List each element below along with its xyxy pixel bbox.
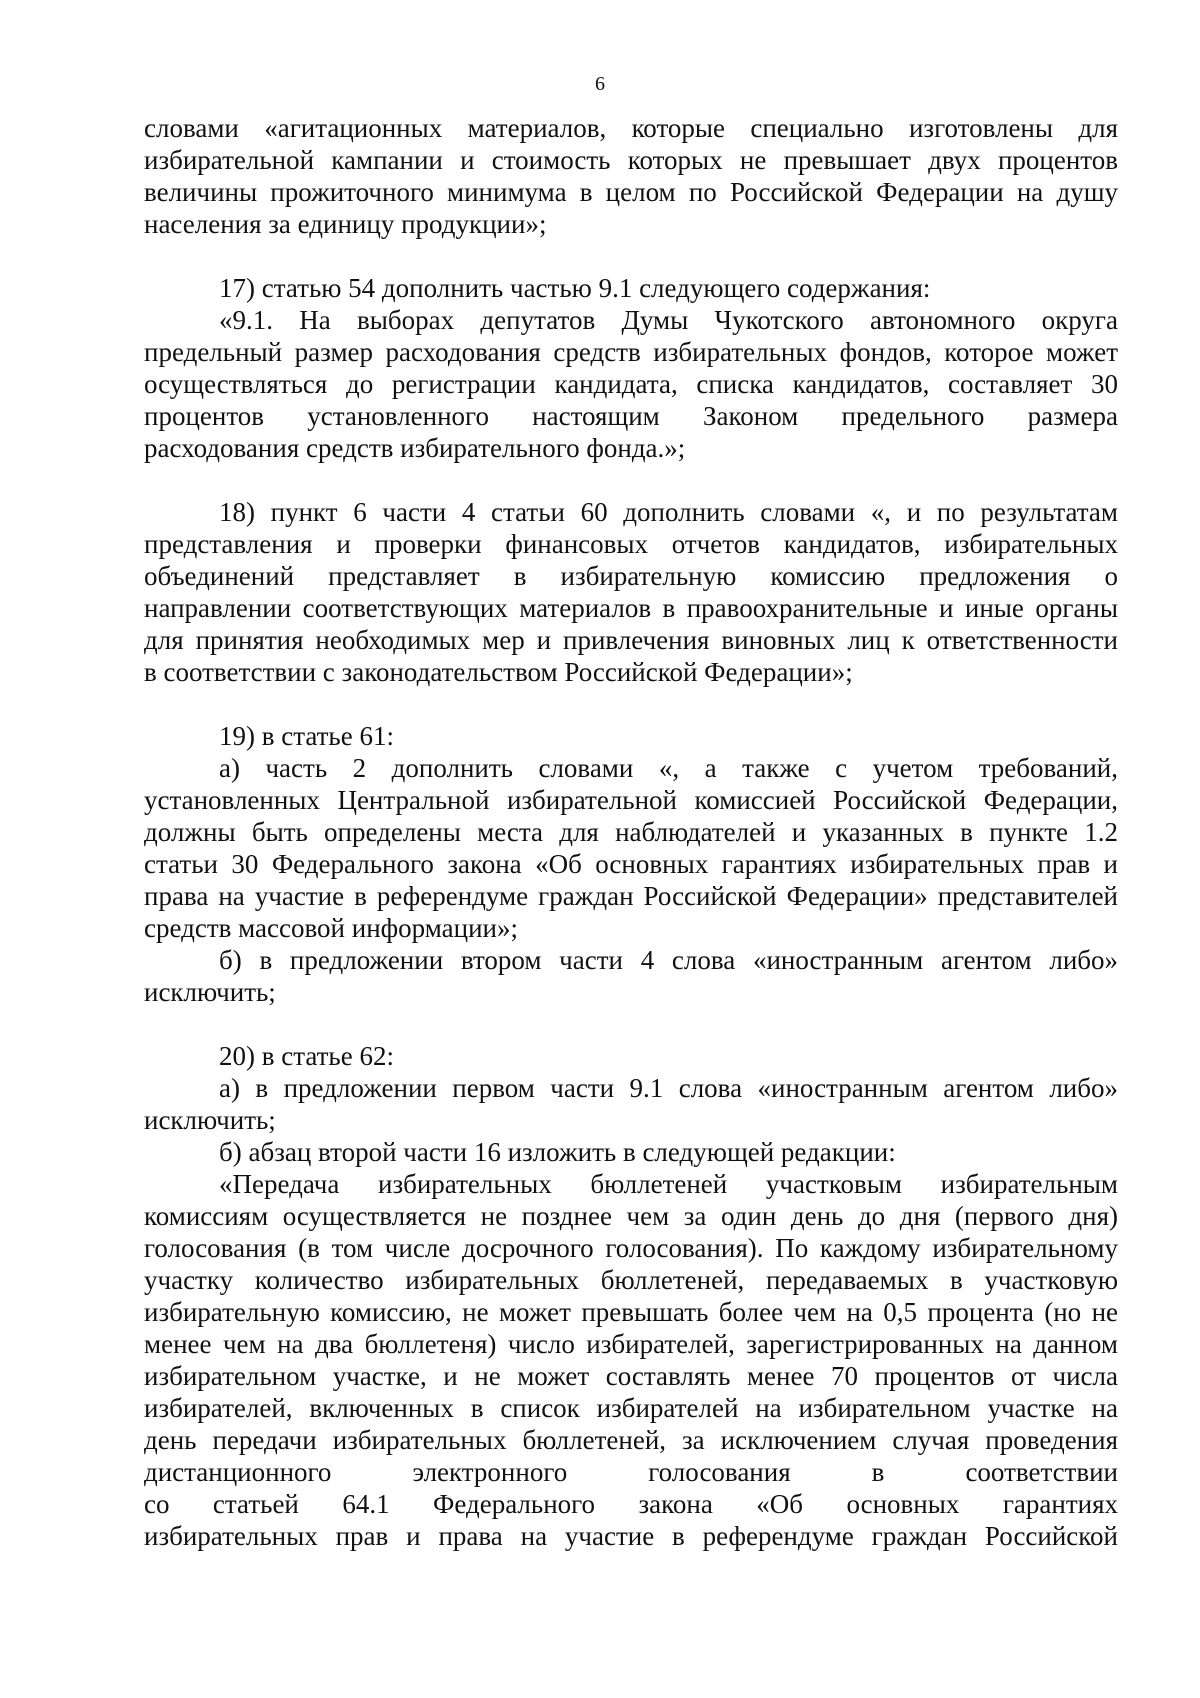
text-line: избирательном участке, и не может составлять менее 70 процентов от числа <box>144 1361 1118 1391</box>
text-line: предельный размер расходования средств избирательных фондов, которое может <box>144 337 1118 367</box>
paragraph-gap <box>144 240 1118 272</box>
text-line: должны быть определены места для наблюдателей и указанных в пункте 1.2 <box>144 817 1118 847</box>
text-line: величины прожиточного минимума в целом по Российской Федерации на душу <box>144 177 1118 207</box>
paragraph-gap <box>144 1008 1118 1040</box>
text-line: 19) в статье 61: <box>219 721 394 751</box>
text-line: дистанционного электронного голосования в соответствии <box>144 1457 1118 1487</box>
text-line: процентов установленного настоящим Законом предельного размера <box>144 401 1118 431</box>
text-line: направлении соответствующих материалов в правоохранительные и иные органы <box>144 593 1118 623</box>
text-line: расходования средств избирательного фонда.»; <box>144 433 686 463</box>
text-line: «9.1. На выборах депутатов Думы Чукотского автономного округа <box>219 305 1118 335</box>
text-line: установленных Центральной избирательной комиссией Российской Федерации, <box>144 785 1118 815</box>
paragraph-gap <box>144 688 1118 720</box>
text-line: 20) в статье 62: <box>219 1041 394 1071</box>
text-line: в соответствии с законодательством Российской Федерации»; <box>144 657 853 687</box>
text-line: статьи 30 Федерального закона «Об основных гарантиях избирательных прав и <box>144 849 1118 879</box>
text-line: объединений представляет в избирательную комиссию предложения о <box>144 561 1118 591</box>
text-line: осуществляться до регистрации кандидата, списка кандидатов, составляет 30 <box>144 369 1118 399</box>
text-line: менее чем на два бюллетеня) число избирателей, зарегистрированных на данном <box>144 1329 1118 1359</box>
text-line: исключить; <box>144 977 276 1007</box>
text-line: а) в предложении первом части 9.1 слова «иностранным агентом либо» <box>219 1073 1118 1103</box>
text-line: 17) статью 54 дополнить частью 9.1 следующего содержания: <box>219 273 931 303</box>
text-line: избирательных прав и права на участие в референдуме граждан Российской <box>144 1521 1118 1551</box>
text-line: средств массовой информации»; <box>144 913 518 943</box>
text-line: словами «агитационных материалов, которые специально изготовлены для <box>144 113 1118 143</box>
text-line: представления и проверки финансовых отчетов кандидатов, избирательных <box>144 529 1118 559</box>
text-line: участку количество избирательных бюллетеней, передаваемых в участковую <box>144 1265 1118 1295</box>
text-line: населения за единицу продукции»; <box>144 209 547 239</box>
text-line: со статьей 64.1 Федерального закона «Об основных гарантиях <box>144 1489 1118 1519</box>
text-line: избирателей, включенных в список избирателей на избирательном участке на <box>144 1393 1118 1423</box>
page-number: 6 <box>595 73 605 95</box>
text-line: а) часть 2 дополнить словами «, а также с учетом требований, <box>219 753 1118 783</box>
text-line: для принятия необходимых мер и привлечения виновных лиц к ответственности <box>144 625 1118 655</box>
text-line: день передачи избирательных бюллетеней, за исключением случая проведения <box>144 1425 1118 1455</box>
text-line: «Передача избирательных бюллетеней участковым избирательным <box>219 1169 1118 1199</box>
text-line: голосования (в том числе досрочного голосования). По каждому избирательному <box>144 1233 1118 1263</box>
text-line: 18) пункт 6 части 4 статьи 60 дополнить словами «, и по результатам <box>219 497 1118 527</box>
text-line: комиссиям осуществляется не позднее чем за один день до дня (первого дня) <box>144 1201 1118 1231</box>
text-line: б) абзац второй части 16 изложить в следующей редакции: <box>219 1137 896 1167</box>
paragraph-gap <box>144 464 1118 496</box>
text-line: избирательной кампании и стоимость которых не превышает двух процентов <box>144 145 1118 175</box>
text-line: б) в предложении втором части 4 слова «иностранным агентом либо» <box>219 945 1118 975</box>
text-line: исключить; <box>144 1105 276 1135</box>
text-line: права на участие в референдуме граждан Российской Федерации» представителей <box>144 881 1118 911</box>
document-body <box>144 112 1118 1552</box>
text-line: избирательную комиссию, не может превышать более чем на 0,5 процента (но не <box>144 1297 1118 1327</box>
